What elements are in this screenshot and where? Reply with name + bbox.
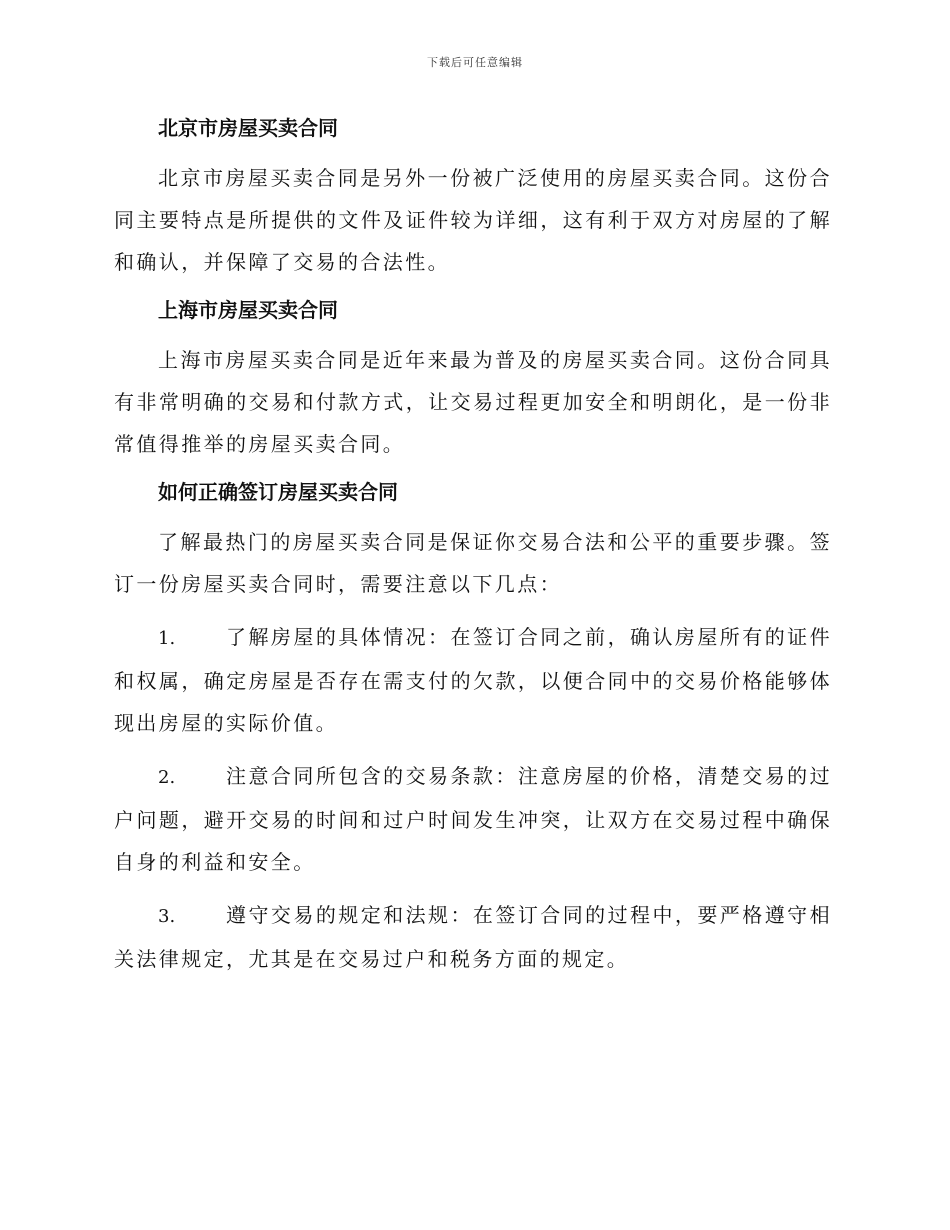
- list-item-number: 2.: [158, 767, 176, 788]
- list-item-text: 注意合同所包含的交易条款：注意房屋的价格，清楚交易的过户问题，避开交易的时间和过户时间发生冲突，让双方在交易过程中确保自身的利益和安全。: [114, 764, 832, 874]
- section-heading-beijing: 北京市房屋买卖合同: [158, 116, 338, 140]
- header-note: 下载后可任意编辑: [427, 56, 523, 69]
- document-body: [114, 112, 832, 991]
- list-item-text: 遵守交易的规定和法规：在签订合同的过程中，要严格遵守相关法律规定，尤其是在交易过户和税务方面的规定。: [114, 903, 832, 971]
- section-paragraph-beijing: 北京市房屋买卖合同是另外一份被广泛使用的房屋买卖合同。这份合同主要特点是所提供的文件及证件较为详细，这有利于双方对房屋的了解和确认，并保障了交易的合法性。: [114, 166, 832, 274]
- list-item-number: 3.: [158, 906, 176, 927]
- list-item-number: 1.: [158, 628, 176, 649]
- section-heading-shanghai: 上海市房屋买卖合同: [158, 298, 338, 322]
- section-heading-how-to-sign: 如何正确签订房屋买卖合同: [158, 480, 398, 504]
- list-item-text: 了解房屋的具体情况：在签订合同之前，确认房屋所有的证件和权属，确定房屋是否存在需支付的欠款，以便合同中的交易价格能够体现出房屋的实际价值。: [114, 625, 832, 735]
- list-item: [114, 755, 832, 883]
- section-paragraph-how-to-sign: 了解最热门的房屋买卖合同是保证你交易合法和公平的重要步骤。签订一份房屋买卖合同时，需要注意以下几点：: [114, 530, 832, 596]
- list-item: [114, 616, 832, 744]
- list-item: [114, 894, 832, 980]
- section-paragraph-shanghai: 上海市房屋买卖合同是近年来最为普及的房屋买卖合同。这份合同具有非常明确的交易和付款方式，让交易过程更加安全和明朗化，是一份非常值得推举的房屋买卖合同。: [114, 348, 832, 456]
